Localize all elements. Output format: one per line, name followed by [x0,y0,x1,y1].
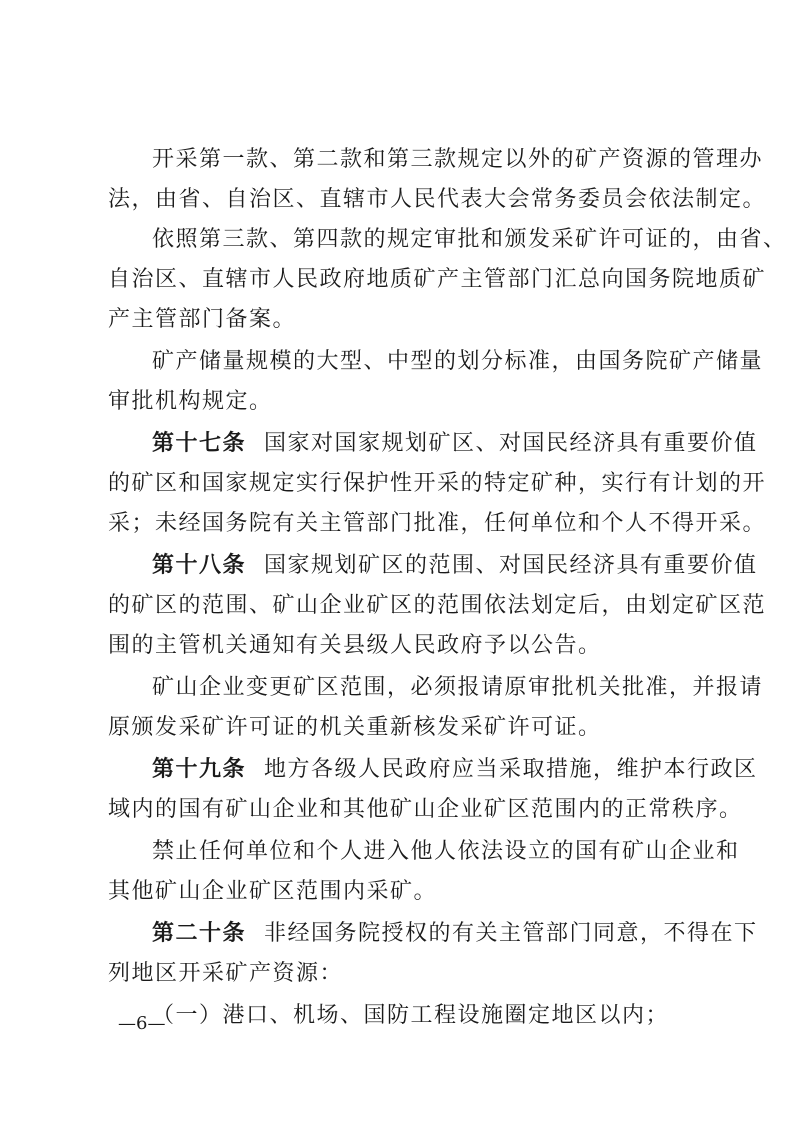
paragraph-line: 的矿区的范围、矿山企业矿区的范围依法划定后，由划定矿区范 [108,593,767,618]
paragraph-line: 法，由省、自治区、直辖市人民代表大会常务委员会依法制定。 [108,187,767,212]
paragraph-line: 列地区开采矿产资源： [108,961,344,986]
paragraph-line: 禁止任何单位和个人进入他人依法设立的国有矿山企业和 [152,839,740,864]
paragraph-line: 的矿区和国家规定实行保护性开采的特定矿种，实行有计划的开 [108,471,767,496]
article-text: 国家对国家规划矿区、对国民经济具有重要价值 [264,431,758,456]
paragraph-line: 开采第一款、第二款和第三款规定以外的矿产资源的管理办 [152,147,764,172]
article-line [152,424,758,464]
article-number: 第十七条 [152,431,247,456]
page-number: —6— [118,1013,166,1034]
paragraph-line: 矿山企业变更矿区范围，必须报请原审批机关批准，并报请 [152,675,764,700]
paragraph-line: 自治区、直辖市人民政府地质矿产主管部门汇总向国务院地质矿 [108,267,767,292]
article-text: 地方各级人民政府应当采取措施，维护本行政区 [264,757,758,782]
paragraph-line: 原颁发采矿许可证的机关重新核发采矿许可证。 [108,715,602,740]
paragraph-line: 矿产储量规模的大型、中型的划分标准，由国务院矿产储量 [152,349,764,374]
article-number: 第二十条 [152,921,247,946]
article-text: 国家规划矿区的范围、对国民经济具有重要价值 [264,553,758,578]
list-item: （一）港口、机场、国防工程设施圈定地区以内； [152,1003,670,1028]
article-number: 第十九条 [152,757,247,782]
paragraph-line: 依照第三款、第四款的规定审批和颁发采矿许可证的，由省、 [152,227,787,252]
paragraph-line: 审批机构规定。 [108,389,273,414]
article-number: 第十八条 [152,553,247,578]
paragraph-line: 其他矿山企业矿区范围内采矿。 [108,879,438,904]
article-line [152,546,758,586]
article-text: 非经国务院授权的有关主管部门同意，不得在下 [264,921,758,946]
paragraph-line: 围的主管机关通知有关县级人民政府予以公告。 [108,633,602,658]
paragraph-line: 采；未经国务院有关主管部门批准，任何单位和个人不得开采。 [108,511,767,536]
paragraph-line: 产主管部门备案。 [108,307,297,332]
paragraph-line: 域内的国有矿山企业和其他矿山企业矿区范围内的正常秩序。 [108,797,743,822]
article-line [152,914,758,954]
article-line [152,750,758,790]
